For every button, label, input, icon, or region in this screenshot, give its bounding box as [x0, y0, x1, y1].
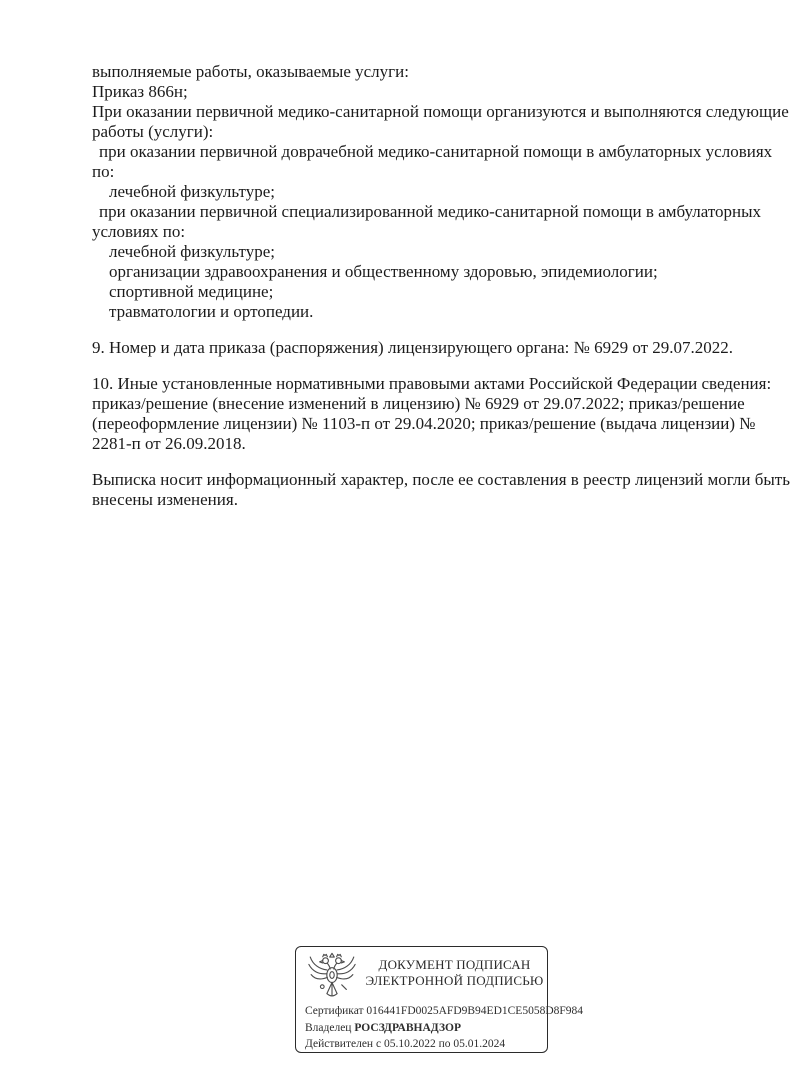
- doc-line: при оказании первичной специализированной медико-санитарной помощи в амбулаторных: [99, 202, 762, 221]
- doc-line: лечебной физкультуре;: [109, 242, 275, 261]
- stamp-title-line2: ЭЛЕКТРОННОЙ ПОДПИСЬЮ: [365, 973, 544, 988]
- stamp-details: [305, 1003, 584, 1053]
- doc-line: приказ/решение (внесение изменений в лицензию) № 6929 от 29.07.2022; приказ/решение: [92, 394, 745, 413]
- doc-line: Приказ 866н;: [92, 82, 188, 101]
- stamp-title: [362, 947, 547, 989]
- paragraph: [92, 374, 772, 454]
- doc-line: лечебной физкультуре;: [109, 182, 275, 201]
- owner-value: РОСЗДРАВНАДЗОР: [354, 1021, 461, 1034]
- owner-label: Владелец: [305, 1021, 352, 1034]
- doc-line: Выписка носит информационный характер, после ее составления в реестр лицензий могли быть: [92, 470, 790, 489]
- doc-line: При оказании первичной медико-санитарной помощи организуются и выполняются следующие: [92, 102, 789, 121]
- doc-line: при оказании первичной доврачебной медико-санитарной помощи в амбулаторных условиях: [99, 142, 773, 161]
- doc-line: по:: [92, 162, 115, 181]
- doc-line: (переоформление лицензии) № 1103-п от 29.04.2020; приказ/решение (выдача лицензии) №: [92, 414, 756, 433]
- paragraph: [92, 62, 789, 322]
- doc-line: внесены изменения.: [92, 490, 238, 509]
- emblem-wrap: [296, 947, 362, 1006]
- validity-text: Действителен с 05.10.2022 по 05.01.2024: [305, 1038, 506, 1050]
- certificate-value: 016441FD0025AFD9B94ED1CE5058D8F984: [366, 1005, 584, 1017]
- double-headed-eagle-icon: [304, 951, 360, 1001]
- doc-line: организации здравоохранения и общественному здоровью, эпидемиологии;: [109, 262, 658, 281]
- doc-line: спортивной медицине;: [109, 282, 274, 301]
- doc-line: выполняемые работы, оказываемые услуги:: [92, 62, 409, 81]
- owner-row: [305, 1020, 543, 1037]
- doc-line: 10. Иные установленные нормативными правовыми актами Российской Федерации сведения:: [92, 374, 772, 393]
- doc-line: 9. Номер и дата приказа (распоряжения) лицензирующего органа: № 6929 от 29.07.2022.: [92, 338, 734, 357]
- certificate-row: [305, 1003, 584, 1020]
- doc-line: травматологии и ортопедии.: [109, 302, 314, 321]
- doc-line: 2281-п от 26.09.2018.: [92, 434, 246, 453]
- doc-line: работы (услуги):: [92, 122, 214, 141]
- stamp-header: [296, 947, 547, 1003]
- stamp-title-line1: ДОКУМЕНТ ПОДПИСАН: [378, 957, 531, 972]
- digital-signature-stamp: [295, 946, 584, 1053]
- validity-row: [305, 1036, 543, 1053]
- certificate-label: Сертификат: [305, 1005, 364, 1017]
- doc-line: условиях по:: [92, 222, 186, 241]
- document-text: [92, 62, 790, 510]
- paragraph: [92, 470, 790, 510]
- paragraph: [92, 338, 760, 358]
